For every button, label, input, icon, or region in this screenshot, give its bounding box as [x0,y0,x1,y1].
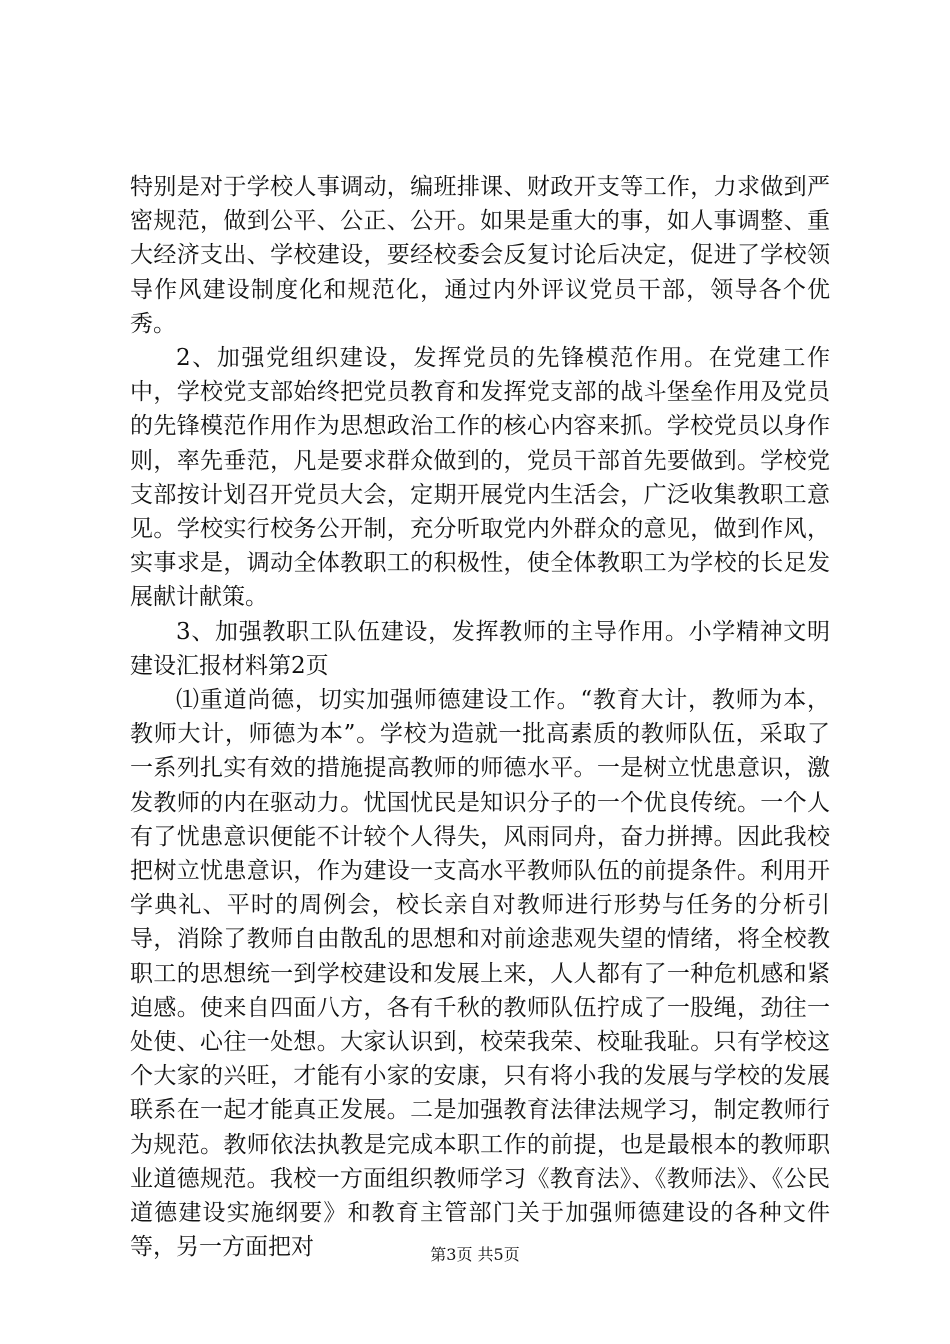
paragraph-party-building: 2、加强党组织建设，发挥党员的先锋模范作用。在党建工作中，学校党支部始终把党员教育和发挥党支部的战斗堡垒作用及党员的先锋模范作用作为思想政治工作的核心内容来抓。学校党员以身作则，率先垂范，凡是要求群众做到的，党员干部首先要做到。学校党支部按计划召开党员大会，定期开展党内生活会，广泛收集教职工意见。学校实行校务公开制，充分听取党内外群众的意见，做到作风，实事求是，调动全体教职工的积极性，使全体教职工为学校的长足发展献计献策。 [130,345,830,611]
page-footer: 第3页 共5页 [430,1245,520,1264]
paragraph-continuation: 特别是对于学校人事调动，编班排课、财政开支等工作，力求做到严密规范，做到公平、公正、公开。如果是重大的事，如人事调整、重大经济支出、学校建设，要经校委会反复讨论后决定，促进了学校领导作风建设制度化和规范化，通过内外评议党员干部，领导各个优秀。 [130,174,830,337]
paragraph-staff-building: 3、加强教职工队伍建设，发挥教师的主导作用。小学精神文明建设汇报材料第2页 [130,618,830,679]
document-body [130,170,830,1265]
paragraph-teacher-ethics: ⑴重道尚德，切实加强师德建设工作。“教育大计，教师为本，教师大计，师德为本”。学校为造就一批高素质的教师队伍，采取了一系列扎实有效的措施提高教师的师德水平。一是树立忧患意识，激发教师的内在驱动力。忧国忧民是知识分子的一个优良传统。一个人有了忧患意识便能不计较个人得失，风雨同舟，奋力拼搏。因此我校把树立忧患意识，作为建设一支高水平教师队伍的前提条件。利用开学典礼、平时的周例会，校长亲自对教师进行形势与任务的分析引导，消除了教师自由散乱的思想和对前途悲观失望的情绪，将全校教职工的思想统一到学校建设和发展上来，人人都有了一种危机感和紧迫感。使来自四面八方，各有千秋的教师队伍拧成了一股绳，劲往一处使、心往一处想。大家认识到，校荣我荣、校耻我耻。只有学校这个大家的兴旺，才能有小家的安康，只有将小我的发展与学校的发展联系在一起才能真正发展。二是加强教育法律法规学习，制定教师行为规范。教师依法执教是完成本职工作的前提，也是最根本的教师职业道德规范。我校一方面组织教师学习《教育法》、《教师法》、《公民道德建设实施纲要》和教育主管部门关于加强师德建设的各种文件等，另一方面把对 [130,687,830,1261]
